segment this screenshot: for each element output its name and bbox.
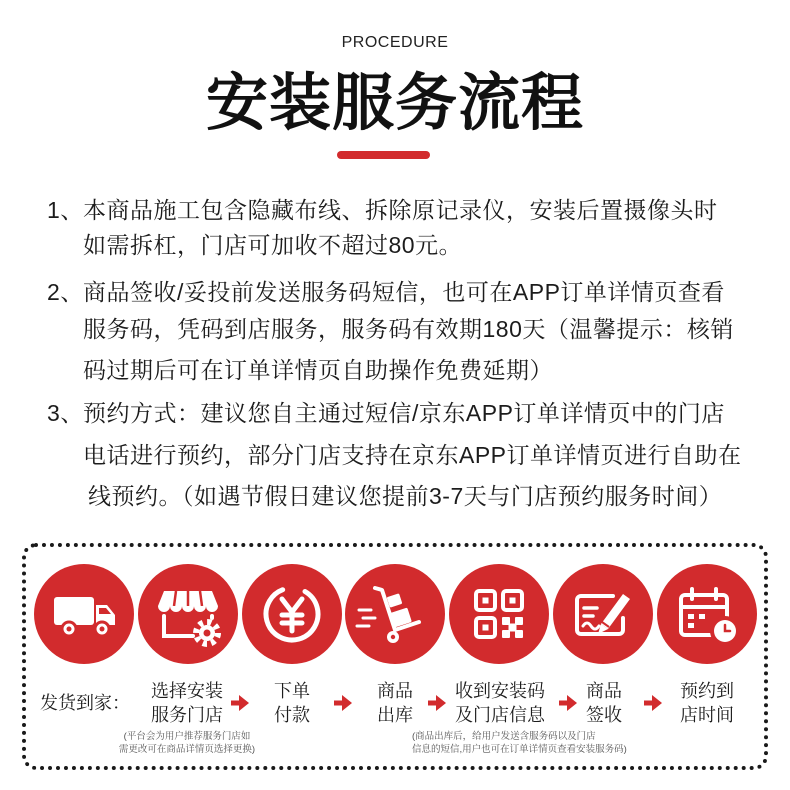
step-label-line: 服务门店 [151, 705, 223, 725]
hand-truck-icon [345, 564, 445, 664]
step-icon-circle [34, 564, 134, 664]
step-label-line: 预约到 [680, 681, 734, 701]
flow-lead-label: 发货到家： [40, 693, 130, 713]
note-number: 1、 [47, 197, 84, 223]
step-sign-receipt [549, 679, 659, 727]
note-line: 本商品施工包含隐藏布线、拆除原记录仪，安装后置摄像头时 [83, 197, 718, 223]
step-label-line: 商品 [377, 681, 413, 701]
note-line: 线预约。（如遇节假日建议您提前3-7天与门店预约服务时间） [88, 483, 723, 509]
store-settings-icon [138, 564, 238, 664]
footnote-line: (商品出库后，给用户发送含服务码以及门店 [412, 731, 596, 742]
note-line: 服务码，凭码到店服务，服务码有效期180天（温馨提示：核销 [83, 316, 734, 342]
sign-form-icon [553, 564, 653, 664]
step-receive-code [445, 679, 555, 727]
footnote-service-code [412, 731, 627, 756]
step-icon-circle [657, 564, 757, 664]
footnote-line: 信息的短信,用户也可在订单详情页查看安装服务码) [412, 743, 627, 755]
step-icon-circle [553, 564, 653, 664]
section-eyebrow: PROCEDURE [341, 34, 449, 51]
arrow-right-icon [428, 695, 446, 711]
page-title: 安装服务流程 [205, 66, 584, 139]
step-label-line: 下单 [274, 681, 310, 701]
step-icon-circle [345, 564, 445, 664]
step-label-line: 商品 [586, 681, 622, 701]
calendar-clock-icon [657, 564, 757, 664]
step-icon-circle [449, 564, 549, 664]
step-label-line: 及门店信息 [455, 705, 545, 725]
step-place-order [237, 679, 347, 727]
step-label-line: 店时间 [680, 705, 734, 725]
title-underline [337, 151, 430, 159]
note-line: 电话进行预约，部分门店支持在京东APP订单详情页进行自助在 [83, 442, 742, 468]
step-label-line: 付款 [274, 705, 310, 725]
note-line: 如需拆杠，门店可加收不超过80元。 [83, 232, 463, 258]
step-label-line: 收到安装码 [455, 681, 545, 701]
note-line: 码过期后可在订单详情页自助操作免费延期） [83, 357, 553, 383]
footnote-line: (平台会为用户推荐服务门店如 [123, 731, 251, 742]
step-label-line: 出库 [377, 705, 413, 725]
footnote-store-selection [107, 731, 267, 756]
qr-code-icon [449, 564, 549, 664]
note-number: 2、 [47, 279, 84, 305]
step-label-line: 选择安装 [151, 681, 223, 701]
note-number: 3、 [47, 400, 84, 426]
step-select-store [132, 679, 242, 727]
step-book-appointment [652, 679, 762, 727]
note-line: 商品签收/妥投前发送服务码短信，也可在APP订单详情页查看 [83, 279, 725, 305]
flow-arrow [428, 695, 446, 711]
note-line: 预约方式：建议您自主通过短信/京东APP订单详情页中的门店 [83, 400, 725, 426]
truck-icon [34, 564, 134, 664]
step-label-line: 签收 [586, 705, 622, 725]
step-icon-circle [138, 564, 238, 664]
yen-payment-icon [242, 564, 342, 664]
footnote-line: 需更改可在商品详情页选择更换) [118, 743, 256, 755]
step-icon-circle [242, 564, 342, 664]
